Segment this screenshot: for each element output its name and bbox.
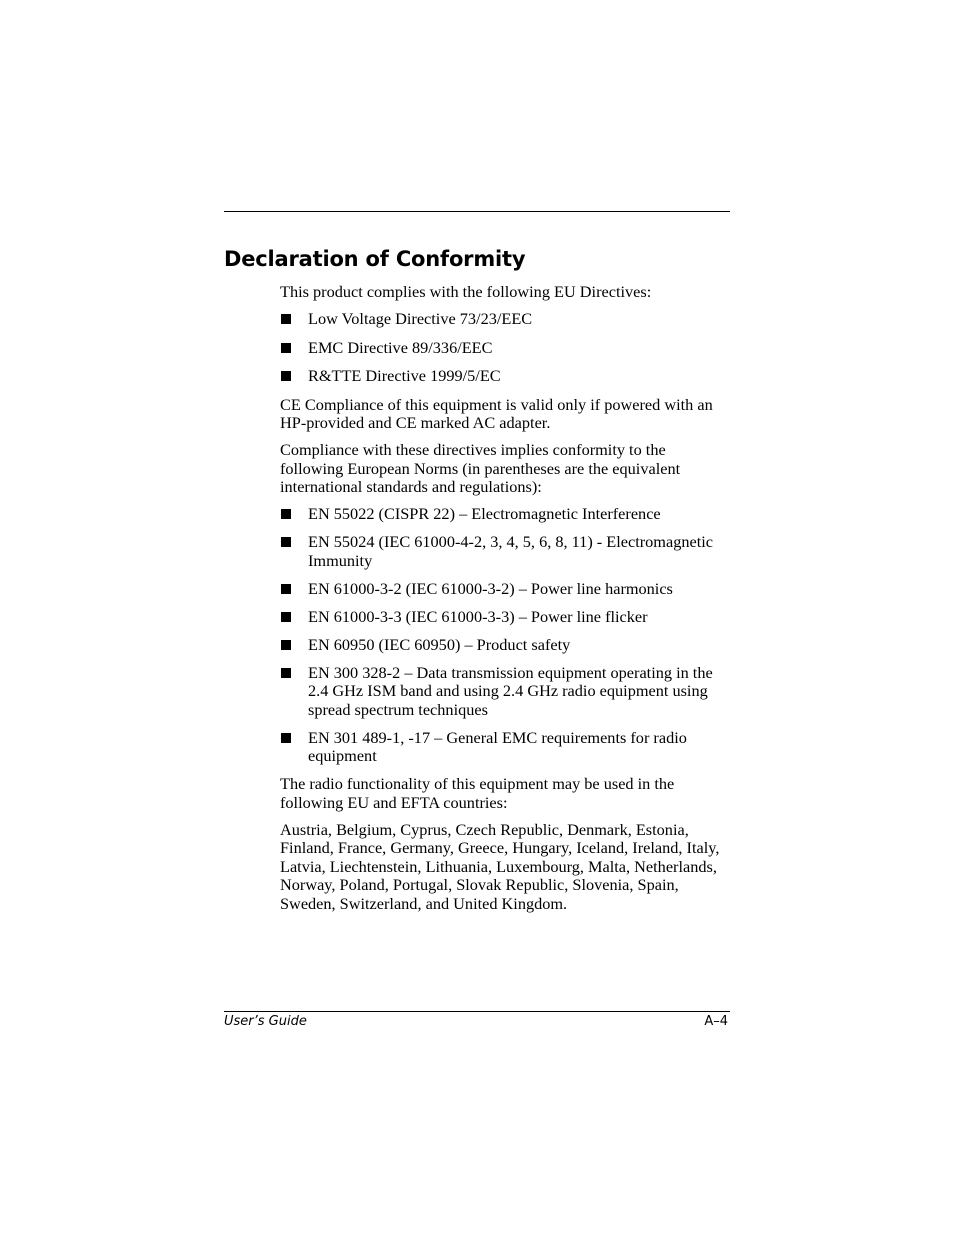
square-bullet-icon [281, 584, 291, 594]
footer-rule [224, 1011, 730, 1012]
list-item [280, 339, 725, 358]
ce-compliance-paragraph: CE Compliance of this equipment is valid only if powered with an HP-provided and CE marked AC adapter. [280, 394, 713, 432]
footer-guide-title: User’s Guide [224, 1014, 307, 1029]
list-item-text: EN 61000-3-2 (IEC 61000-3-2) – Power line harmonics [308, 578, 673, 598]
list-item [280, 636, 725, 655]
square-bullet-icon [281, 371, 291, 381]
countries-paragraph: Austria, Belgium, Cyprus, Czech Republic, Denmark, Estonia, Finland, France, Germany, Greece, Hungary, Iceland, Ireland, Italy, Latvia, Liechtenstein, Lithuania, Luxembourg, Malta, Netherlands, Norway, Poland, Portugal, Slovak Republic, Slovenia, Spain, Sweden, Switzerland, and United Kingdom. [280, 819, 720, 913]
square-bullet-icon [281, 733, 291, 743]
intro-paragraph: This product complies with the following EU Directives: [280, 282, 652, 301]
body-content [280, 283, 725, 922]
square-bullet-icon [281, 537, 291, 547]
page-number: A–4 [704, 1014, 728, 1029]
square-bullet-icon [281, 509, 291, 519]
list-item-text: EN 301 489-1, -17 – General EMC requirements for radio equipment [308, 727, 687, 765]
norms-list [280, 505, 725, 766]
list-item-text: EN 55022 (CISPR 22) – Electromagnetic Interference [308, 504, 661, 523]
list-item-text: EN 60950 (IEC 60950) – Product safety [308, 634, 571, 654]
list-item-text: EN 61000-3-3 (IEC 61000-3-3) – Power line flicker [308, 606, 648, 626]
page-title: Declaration of Conformity [224, 247, 526, 271]
square-bullet-icon [281, 668, 291, 678]
norms-intro-paragraph: Compliance with these directives implies conformity to the following European Norms (in parentheses are the equivalent international standards and regulations): [280, 440, 681, 496]
square-bullet-icon [281, 612, 291, 622]
radio-functionality-paragraph: The radio functionality of this equipment may be used in the following EU and EFTA countries: [280, 774, 675, 812]
square-bullet-icon [281, 343, 291, 353]
list-item [280, 729, 725, 766]
list-item-text: R&TTE Directive 1999/5/EC [308, 366, 501, 385]
list-item [280, 505, 725, 524]
square-bullet-icon [281, 314, 291, 324]
list-item [280, 608, 725, 627]
list-item [280, 310, 725, 329]
list-item-text: Low Voltage Directive 73/23/EEC [308, 309, 533, 328]
list-item [280, 580, 725, 599]
header-rule [224, 211, 730, 212]
list-item-text: EMC Directive 89/336/EEC [308, 337, 493, 357]
list-item-text: EN 55024 (IEC 61000-4-2, 3, 4, 5, 6, 8, 11) - Electromagnetic Immunity [308, 532, 713, 570]
list-item [280, 367, 725, 386]
list-item [280, 533, 725, 570]
list-item-text: EN 300 328-2 – Data transmission equipment operating in the 2.4 GHz ISM band and using 2.4 GHz radio equipment using spread spectrum techniques [308, 662, 713, 719]
list-item [280, 664, 725, 720]
directives-list [280, 310, 725, 386]
square-bullet-icon [281, 640, 291, 650]
